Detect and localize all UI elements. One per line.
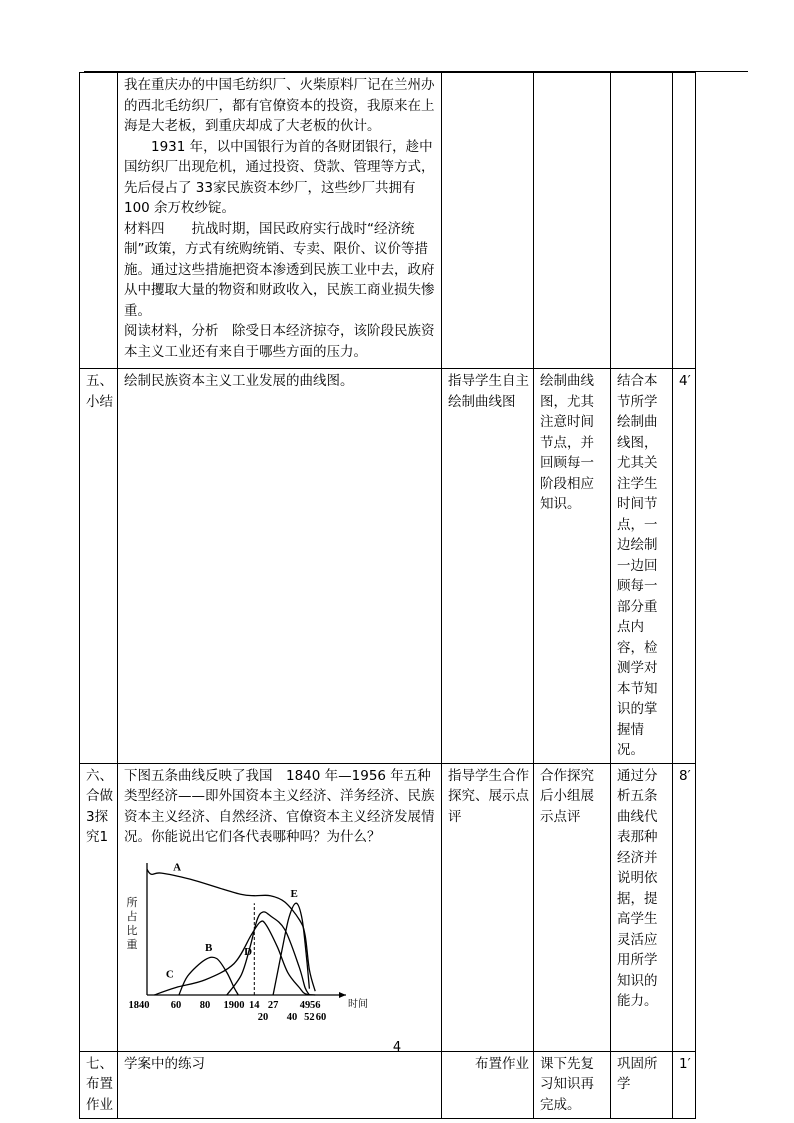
x-tick-label: 27 bbox=[267, 999, 279, 1011]
x-tick-label: 1900 bbox=[223, 999, 245, 1011]
x-axis-arrow bbox=[339, 992, 346, 998]
student-activity-cell: 课下先复习知识再完成。 bbox=[534, 1051, 611, 1118]
table-row-summary bbox=[80, 369, 696, 764]
time-cell: 1′ bbox=[673, 1051, 696, 1118]
teacher-activity-cell: 指导学生自主绘制曲线图 bbox=[442, 369, 534, 764]
lesson-plan-table bbox=[79, 72, 696, 1119]
series-line-b bbox=[179, 957, 238, 995]
x-tick-label: 20 bbox=[257, 1011, 269, 1023]
series-label-d: D bbox=[244, 945, 253, 958]
content-cell: 学案中的练习 bbox=[118, 1051, 442, 1118]
time-cell: 4′ bbox=[673, 369, 696, 764]
x-tick-label: 1840 bbox=[128, 999, 150, 1011]
teacher-cell-empty bbox=[442, 73, 534, 369]
x-tick-label: 80 bbox=[199, 999, 211, 1011]
time-cell-empty bbox=[673, 73, 696, 369]
design-intent-cell: 巩固所学 bbox=[611, 1051, 673, 1118]
y-axis-label-char: 占 bbox=[126, 909, 138, 923]
inquiry-question: 下图五条曲线反映了我国 1840 年—1956 年五种类型经济——即外国资本主义经济、洋务经济、民族资本主义经济、自然经济、官僚资本主义经济发展情况。你能说出它们各代表哪种吗？为什么？ bbox=[124, 767, 435, 845]
table-row-inquiry bbox=[80, 763, 696, 1051]
material-paragraph: 1931 年，以中国银行为首的各财团银行，趁中国纺织厂出现危机，通过投资、贷款、管理等方式，先后侵占了 33家民族资本纱厂，这些纱厂共拥有100 余万枚纱锭。 bbox=[124, 138, 435, 216]
design-intent-cell: 结合本节所学绘制曲线图，尤其关注学生时间节点，一边绘制一边回顾每一部分重点内容，检测学对本节知识的掌握情况。 bbox=[611, 369, 673, 764]
content-cell: 绘制民族资本主义工业发展的曲线图。 bbox=[118, 369, 442, 764]
x-tick-label: 49 bbox=[299, 999, 311, 1011]
series-label-c: C bbox=[165, 967, 174, 980]
student-cell-empty bbox=[534, 73, 611, 369]
economy-curves-chart bbox=[126, 858, 376, 1028]
table-row-continued bbox=[80, 73, 696, 369]
intent-cell-empty bbox=[611, 73, 673, 369]
x-tick-label: 52 bbox=[304, 1011, 315, 1023]
table-row-homework bbox=[80, 1051, 696, 1118]
series-label-b: B bbox=[205, 941, 213, 954]
series-label-e: E bbox=[290, 887, 298, 900]
time-cell: 8′ bbox=[673, 763, 696, 1051]
x-tick-label: 56 bbox=[309, 999, 321, 1011]
stage-cell: 七、布置作业 bbox=[80, 1051, 118, 1118]
student-activity-cell: 绘制曲线图，尤其注意时间节点，并回顾每一阶段相应知识。 bbox=[534, 369, 611, 764]
question-paragraph: 阅读材料，分析 除受日本经济掠夺，该阶段民族资本主义工业还有来自于哪些方面的压力。 bbox=[124, 323, 435, 360]
series-line-d bbox=[227, 911, 310, 994]
material-four-paragraph: 材料四 抗战时期，国民政府实行战时“经济统制”政策，方式有统购统销、专卖、限价、议价等措施。通过这些措施把资本渗透到民族工业中去，政府从中攫取大量的物资和财政收入，民族工商业损失惨重。 bbox=[124, 220, 435, 319]
content-cell bbox=[118, 763, 442, 1051]
x-tick-label: 60 bbox=[170, 999, 182, 1011]
series-label-a: A bbox=[173, 861, 182, 874]
y-axis-label-char: 所 bbox=[126, 895, 138, 909]
student-activity-cell: 合作探究后小组展示点评 bbox=[534, 763, 611, 1051]
content-cell-continued bbox=[118, 73, 442, 369]
chart-svg bbox=[126, 858, 376, 1028]
y-axis-label-char: 重 bbox=[126, 937, 138, 951]
page-number: 4 bbox=[392, 1040, 402, 1055]
teacher-activity-cell: 布置作业 bbox=[442, 1051, 534, 1118]
x-axis-label: 时间 bbox=[348, 998, 368, 1010]
stage-cell-empty bbox=[80, 73, 118, 369]
x-tick-label: 60 bbox=[315, 1011, 327, 1023]
stage-cell: 五、小结 bbox=[80, 369, 118, 764]
teacher-activity-cell: 指导学生合作探究、展示点评 bbox=[442, 763, 534, 1051]
x-tick-label: 14 bbox=[249, 999, 260, 1011]
design-intent-cell: 通过分析五条曲线代表那种经济并说明依据，提高学生灵活应用所学知识的能力。 bbox=[611, 763, 673, 1051]
stage-cell: 六、合做3探究1 bbox=[80, 763, 118, 1051]
y-axis-label-char: 比 bbox=[126, 923, 138, 937]
material-paragraph: 我在重庆办的中国毛纺织厂、火柴原料厂记在兰州办的西北毛纺织厂，都有官僚资本的投资，我原来在上海是大老板，到重庆却成了大老板的伙计。 bbox=[124, 77, 435, 134]
x-tick-label: 40 bbox=[286, 1011, 298, 1023]
